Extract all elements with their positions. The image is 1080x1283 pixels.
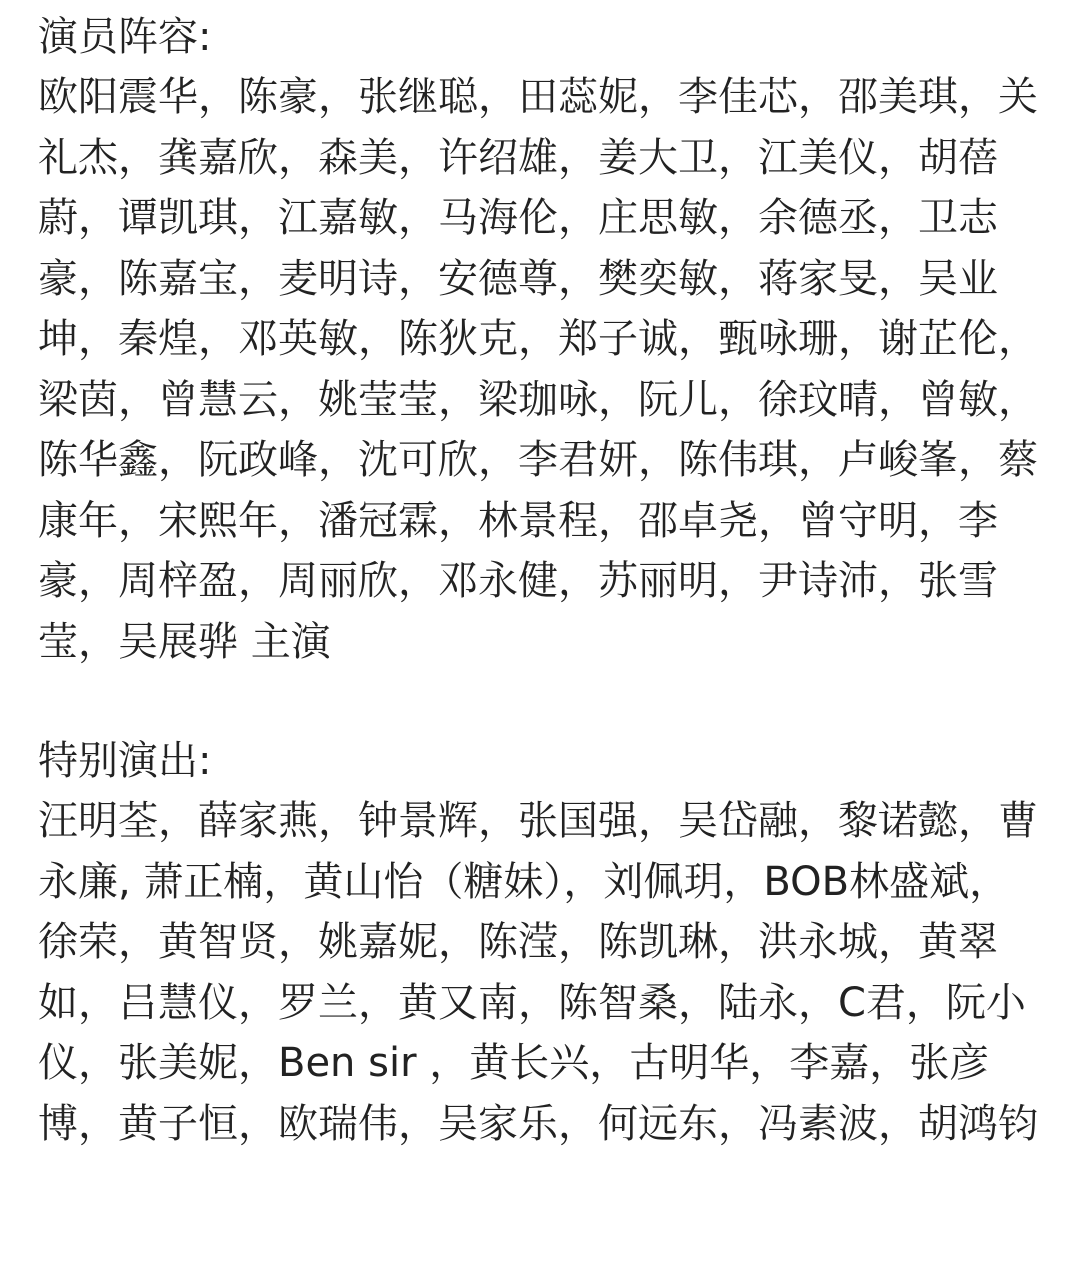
cast-section (38, 8, 1040, 672)
special-section (38, 732, 1040, 1154)
special-list: 汪明荃，薛家燕，钟景辉，张国强，吴岱融，黎诺懿，曹永廉, 萧正楠，黄山怡（糖妹），刘佩玥，BOB林盛斌，徐荣，黄智贤，姚嘉妮，陈滢，陈凯琳，洪永城，黄翠如，吕慧仪，罗兰，黄又南，陈智桑，陆永，C君，阮小仪，张美妮，Ben sir ，黄长兴，古明华，李嘉，张彦博，黄子恒，欧瑞伟，吴家乐，何远东，冯素波，胡鸿钧 (38, 798, 1038, 1147)
special-heading: 特别演出: (38, 738, 212, 784)
cast-list: 欧阳震华，陈豪，张继聪，田蕊妮，李佳芯，邵美琪，关礼杰，龚嘉欣，森美，许绍雄，姜大卫，江美仪，胡蓓蔚，谭凯琪，江嘉敏，马海伦，庄思敏，余德丞，卫志豪，陈嘉宝，麦明诗，安德尊，樊奕敏，蒋家旻，吴业坤，秦煌，邓英敏，陈狄克，郑子诚，甄咏珊，谢芷伦，梁茵，曾慧云，姚莹莹，梁珈咏，阮儿，徐玟晴，曾敏，陈华鑫，阮政峰，沈可欣，李君妍，陈伟琪，卢峻峯，蔡康年，宋熙年，潘冠霖，林景程，邵卓尧，曾守明，李豪，周梓盈，周丽欣，邓永健，苏丽明，尹诗沛，张雪莹，吴展骅 主演 (38, 74, 1038, 665)
cast-heading: 演员阵容: (38, 14, 212, 60)
section-spacer (38, 672, 1040, 732)
